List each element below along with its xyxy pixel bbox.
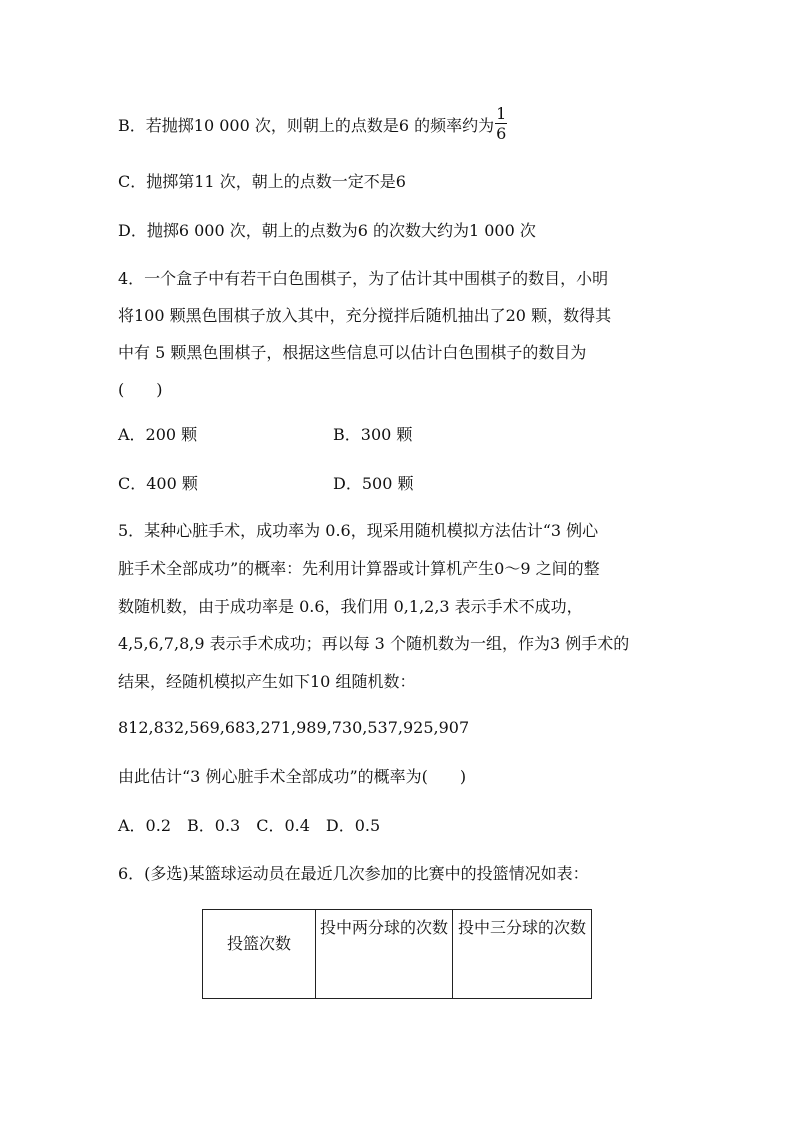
q4-option-b: B．300 颗 — [333, 425, 413, 444]
q5-stem-line-5: 结果，经随机模拟产生如下10 组随机数： — [118, 672, 416, 691]
q3-option-b — [118, 104, 507, 146]
table-header-two-pointers: 投中两分球的次数 — [316, 910, 453, 999]
q5-question: 由此估计“3 例心脏手术全部成功”的概率为( ) — [118, 767, 467, 786]
q4-stem-line-3: 中有 5 颗黑色围棋子，根据这些信息可以估计白色围棋子的数目为 — [118, 343, 587, 362]
table-header-row — [203, 910, 592, 999]
q3-option-b-text: B．若抛掷10 000 次，则朝上的点数是6 的频率约为 — [118, 116, 495, 135]
q4-option-c: C．400 颗 — [118, 474, 198, 493]
fraction-numerator: 1 — [496, 104, 507, 123]
table-header-attempts: 投篮次数 — [203, 910, 316, 999]
q5-options: A．0.2 B．0.3 C．0.4 D．0.5 — [118, 816, 381, 835]
q5-stem-line-3: 数随机数，由于成功率是 0.6，我们用 0,1,2,3 表示手术不成功， — [118, 597, 583, 616]
q4-answer-blank: ( ) — [118, 380, 163, 399]
q5-stem-line-1: 5．某种心脏手术，成功率为 0.6，现采用随机模拟方法估计“3 例心 — [118, 521, 599, 540]
q4-option-d: D．500 颗 — [333, 474, 414, 493]
q5-stem-line-2: 脏手术全部成功”的概率：先利用计算器或计算机产生0～9 之间的整 — [118, 559, 600, 578]
fraction-denominator: 6 — [496, 124, 507, 143]
q6-shooting-table — [202, 909, 592, 999]
q5-stem-line-4: 4,5,6,7,8,9 表示手术成功；再以每 3 个随机数为一组，作为3 例手术的 — [118, 634, 630, 653]
fraction-one-sixth — [495, 105, 507, 144]
q5-random-numbers: 812,832,569,683,271,989,730,537,925,907 — [118, 718, 470, 737]
q6-stem: 6．(多选)某篮球运动员在最近几次参加的比赛中的投篮情况如表： — [118, 864, 589, 883]
q4-stem-line-2: 将100 颗黑色围棋子放入其中，充分搅拌后随机抽出了20 颗，数得其 — [118, 306, 612, 325]
q3-option-d: D．抛掷6 000 次，朝上的点数为6 的次数大约为1 000 次 — [118, 221, 536, 240]
q4-option-a: A．200 颗 — [118, 425, 198, 444]
q4-stem-line-1: 4．一个盒子中有若干白色围棋子，为了估计其中围棋子的数目，小明 — [118, 269, 609, 288]
q3-option-c: C．抛掷第11 次，朝上的点数一定不是6 — [118, 172, 406, 191]
table-header-three-pointers: 投中三分球的次数 — [453, 910, 592, 999]
